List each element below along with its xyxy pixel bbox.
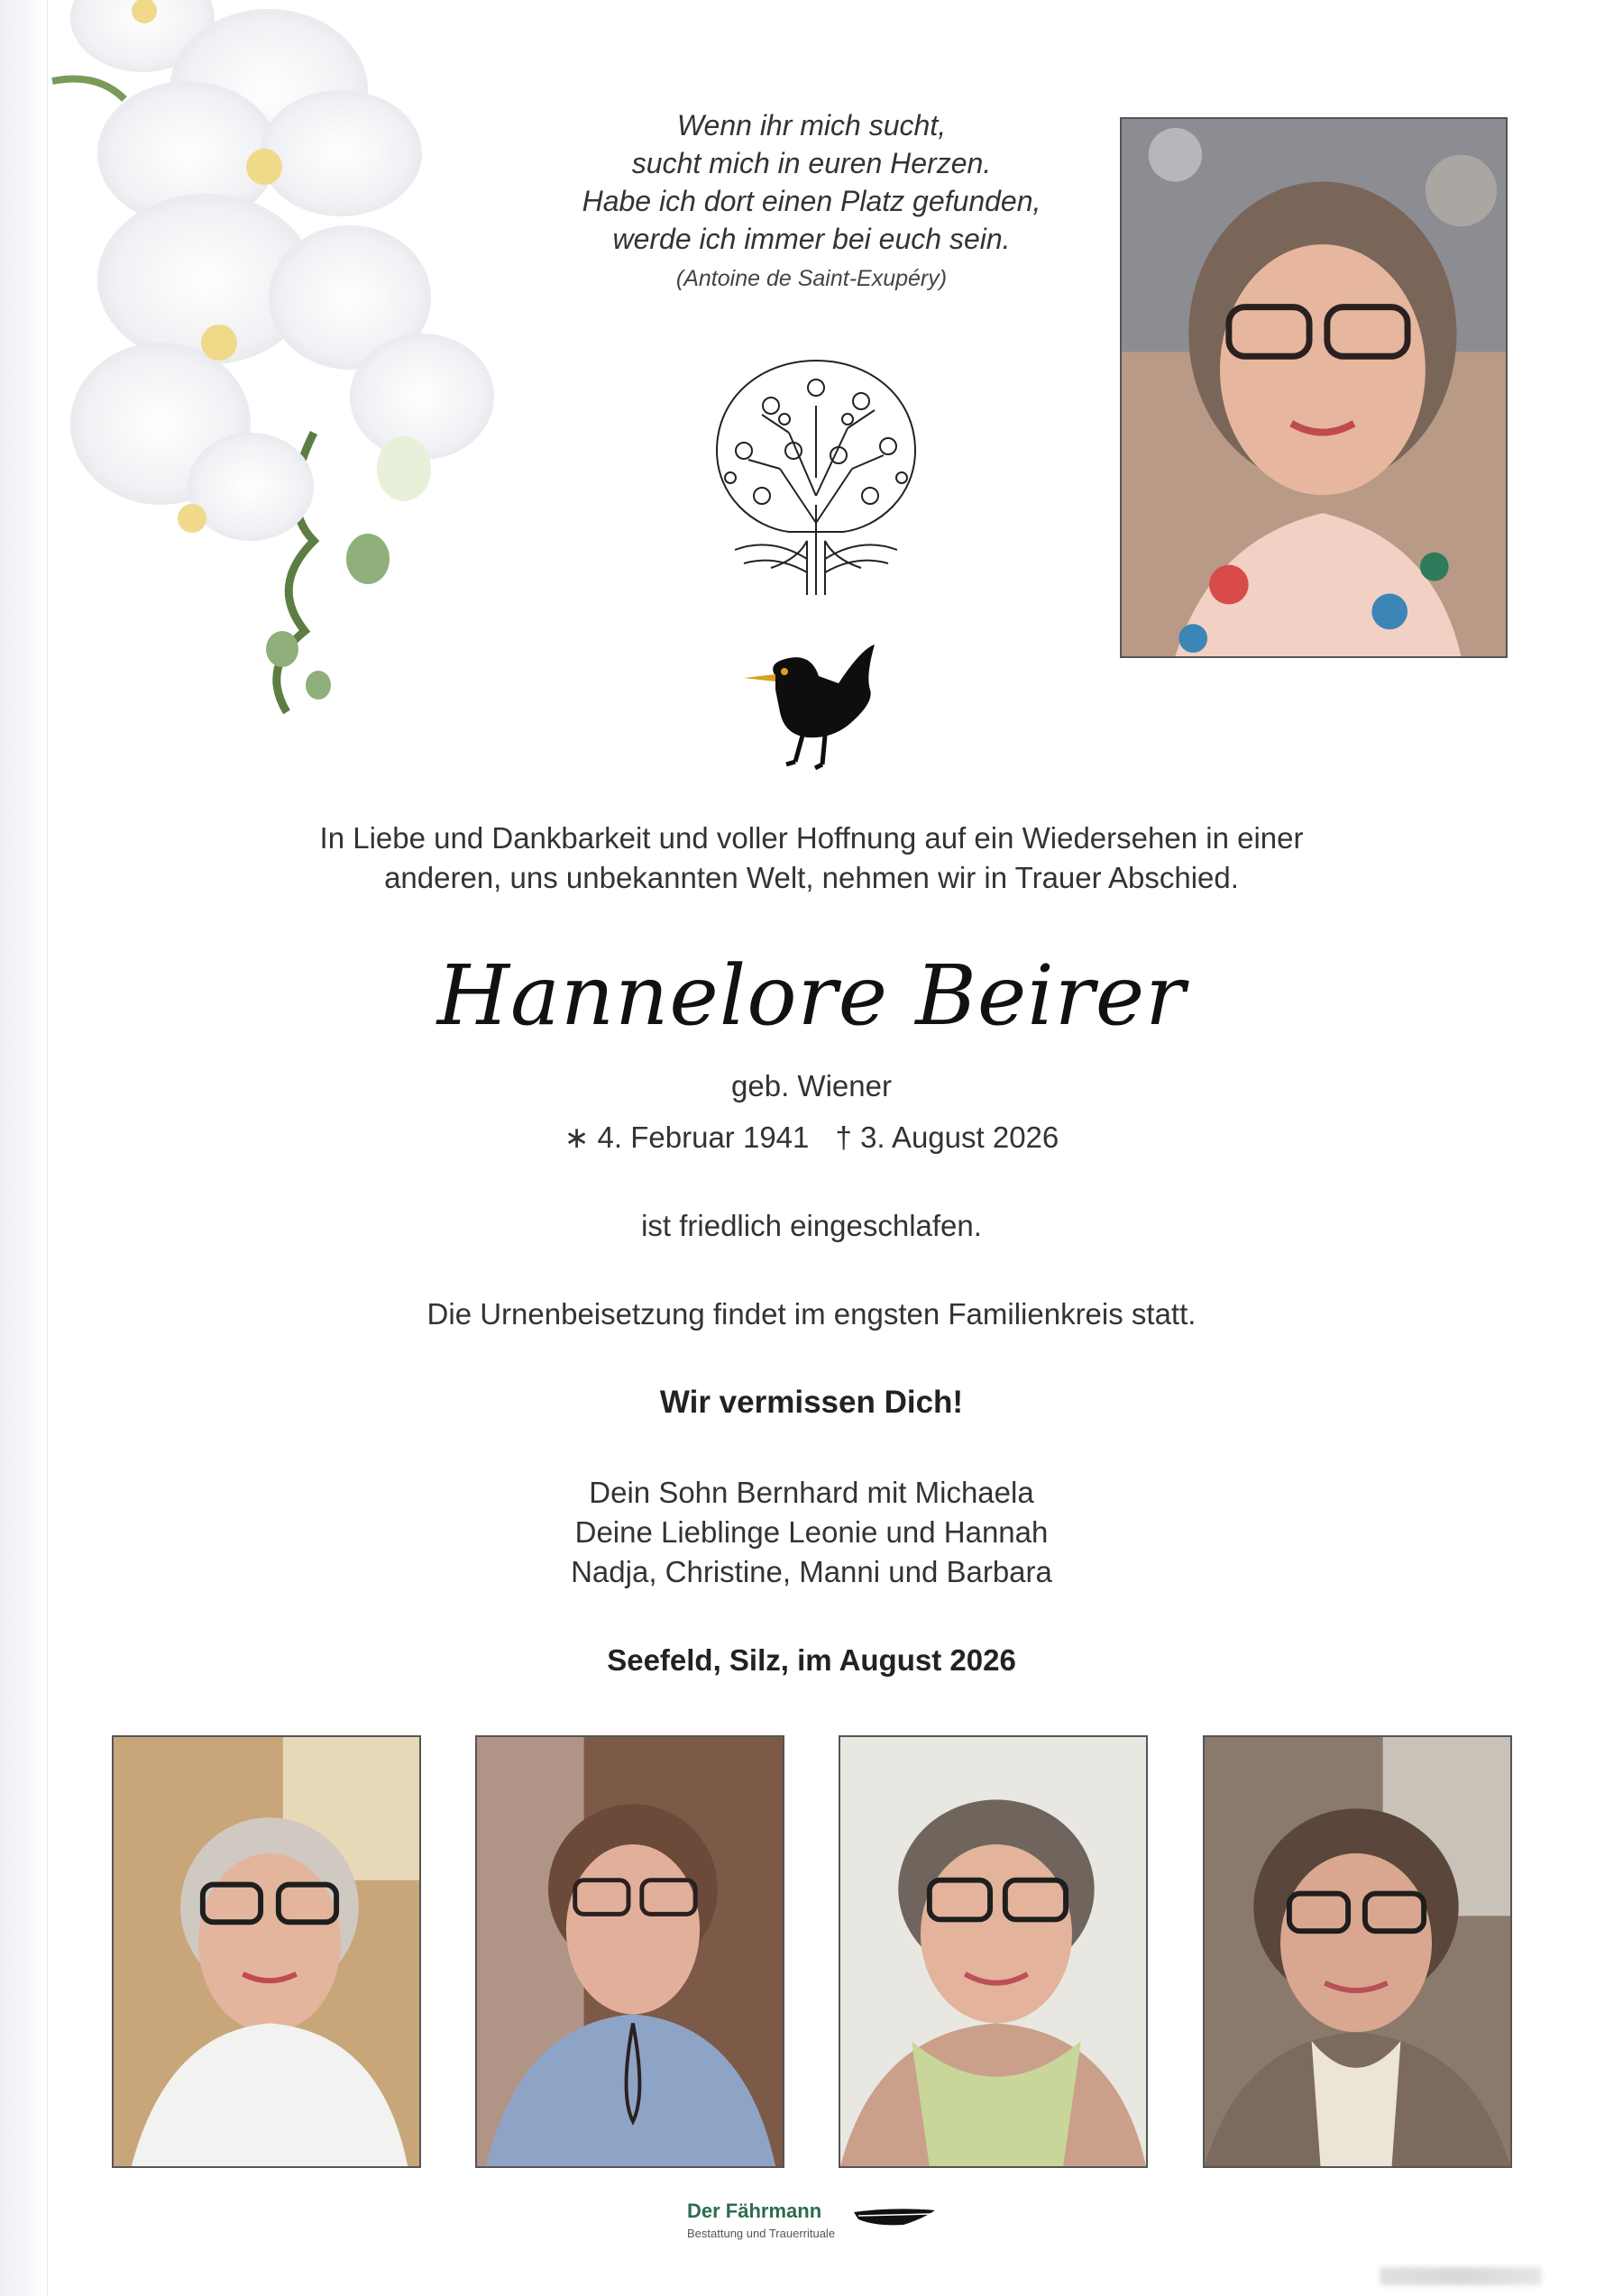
burial-text: Die Urnenbeisetzung findet im engsten Familienkreis statt.	[426, 1297, 1197, 1331]
deceased-name: Hannelore Beirer	[436, 947, 1187, 1044]
blackbird-icon	[739, 640, 884, 771]
birth-date: ∗ 4. Februar 1941	[564, 1121, 810, 1154]
gallery-photo	[475, 1735, 784, 2168]
quote-block	[469, 106, 1154, 294]
tree-of-life-icon	[681, 343, 951, 613]
logo-tagline: Bestattung und Trauerrituale	[687, 2227, 836, 2240]
left-paper-strip	[0, 0, 48, 2296]
quote-line: werde ich immer bei euch sein.	[612, 223, 1011, 255]
boat-icon	[849, 2205, 940, 2232]
family-list	[180, 1473, 1443, 1592]
intro-line: anderen, uns unbekannten Welt, nehmen wir in Trauer Abschied.	[384, 861, 1239, 894]
blurred-footnote	[1380, 2267, 1542, 2285]
logo-brand: Der Fährmann	[687, 2200, 822, 2222]
family-line: Deine Lieblinge Leonie und Hannah	[574, 1515, 1049, 1549]
orchid-decoration	[43, 0, 503, 784]
birth-name: geb. Wiener	[731, 1069, 892, 1102]
gallery-photo	[112, 1735, 421, 2168]
family-line: Dein Sohn Bernhard mit Michaela	[589, 1476, 1034, 1509]
death-date: † 3. August 2026	[835, 1121, 1059, 1154]
place-date: Seefeld, Silz, im August 2026	[607, 1643, 1016, 1677]
gallery-photo	[839, 1735, 1148, 2168]
quote-author: (Antoine de Saint-Exupéry)	[675, 266, 948, 291]
intro-text	[180, 819, 1443, 898]
portrait-photo	[1120, 117, 1508, 658]
sleep-text: ist friedlich eingeschlafen.	[641, 1209, 982, 1242]
family-line: Nadja, Christine, Manni und Barbara	[571, 1555, 1052, 1588]
life-dates	[180, 1118, 1443, 1157]
quote-line: Wenn ihr mich sucht,	[676, 109, 947, 142]
quote-line: sucht mich in euren Herzen.	[631, 147, 992, 179]
miss-text: Wir vermissen Dich!	[659, 1385, 964, 1420]
gallery-photo	[1203, 1735, 1512, 2168]
intro-line: In Liebe und Dankbarkeit und voller Hoffnung auf ein Wiedersehen in einer	[319, 821, 1304, 855]
funeral-home-logo	[687, 2200, 958, 2254]
quote-line: Habe ich dort einen Platz gefunden,	[582, 185, 1041, 217]
